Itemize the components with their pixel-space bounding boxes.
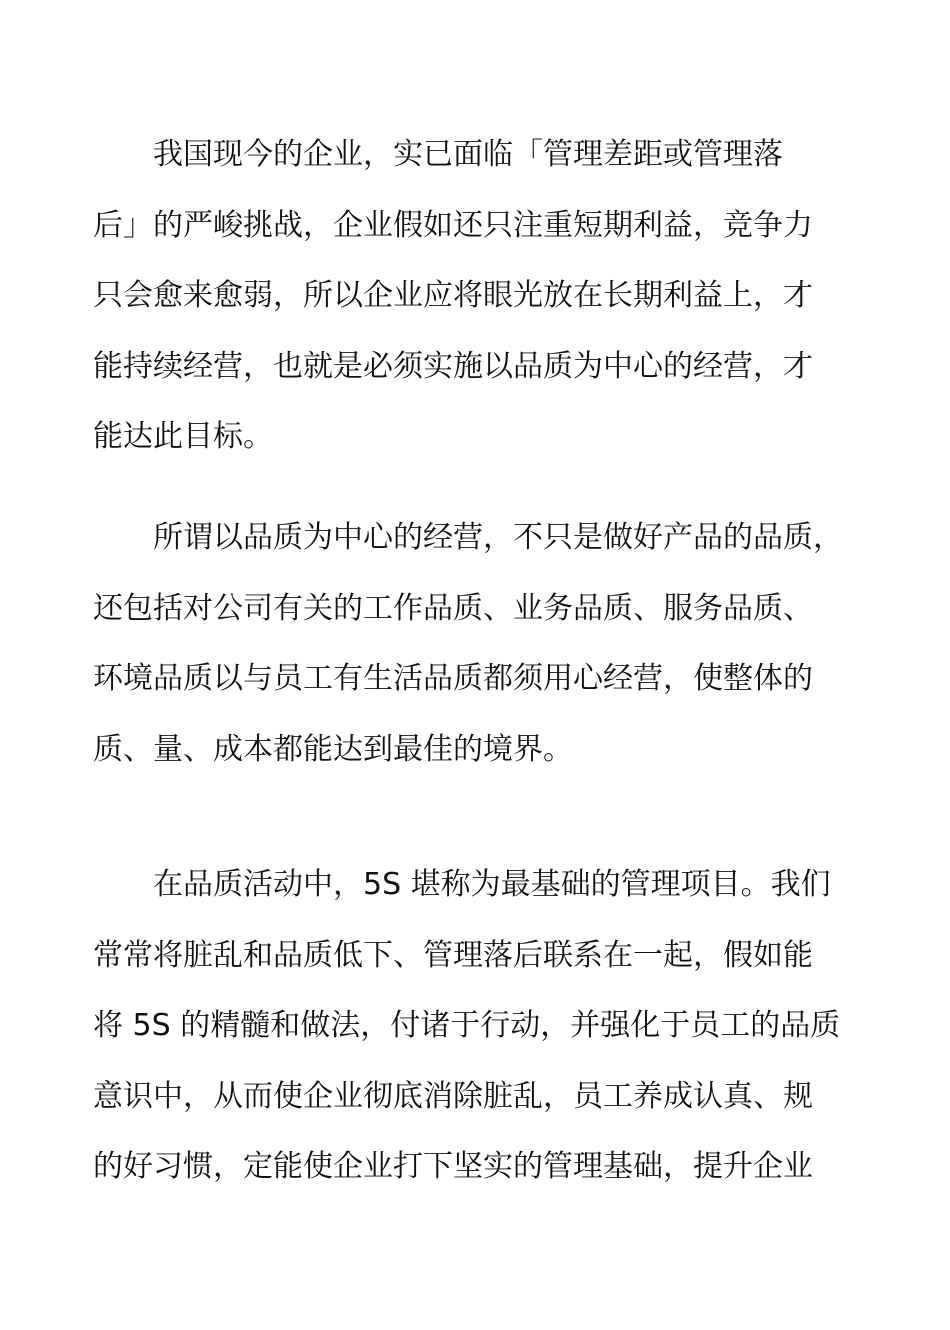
text-line: 常常将脏乱和品质低下、管理落后联系在一起，假如能 bbox=[93, 937, 813, 973]
paragraph-3 bbox=[93, 861, 858, 1214]
text-line: 将 5S 的精髓和做法，付诸于行动，并强化于员工的品质 bbox=[93, 1008, 841, 1043]
paragraph-1 bbox=[93, 131, 858, 484]
text-line: 的好习惯，定能使企业打下坚实的管理基础，提升企业 bbox=[93, 1149, 813, 1184]
text-line: 所谓以品质为中心的经营，不只是做好产品的品质， bbox=[153, 520, 843, 555]
text-line: 在品质活动中，5S 堪称为最基础的管理项目。我们 bbox=[153, 867, 831, 902]
text-line: 我国现今的企业，实已面临「管理差距或管理落 bbox=[153, 137, 783, 172]
text-line: 质、量、成本都能达到最佳的境界。 bbox=[93, 731, 573, 767]
text-line: 只会愈来愈弱，所以企业应将眼光放在长期利益上，才 bbox=[93, 278, 813, 313]
text-line: 意识中，从而使企业彻底消除脏乱，员工养成认真、规 bbox=[93, 1078, 813, 1114]
paragraph-2 bbox=[93, 514, 858, 796]
text-line: 还包括对公司有关的工作品质、业务品质、服务品质、 bbox=[93, 590, 813, 626]
text-line: 能持续经营，也就是必须实施以品质为中心的经营，才 bbox=[93, 348, 813, 384]
text-line: 后」的严峻挑战，企业假如还只注重短期利益，竞争力 bbox=[93, 207, 813, 243]
text-line: 环境品质以与员工有生活品质都须用心经营，使整体的 bbox=[93, 661, 813, 696]
text-line: 能达此目标。 bbox=[93, 419, 273, 454]
